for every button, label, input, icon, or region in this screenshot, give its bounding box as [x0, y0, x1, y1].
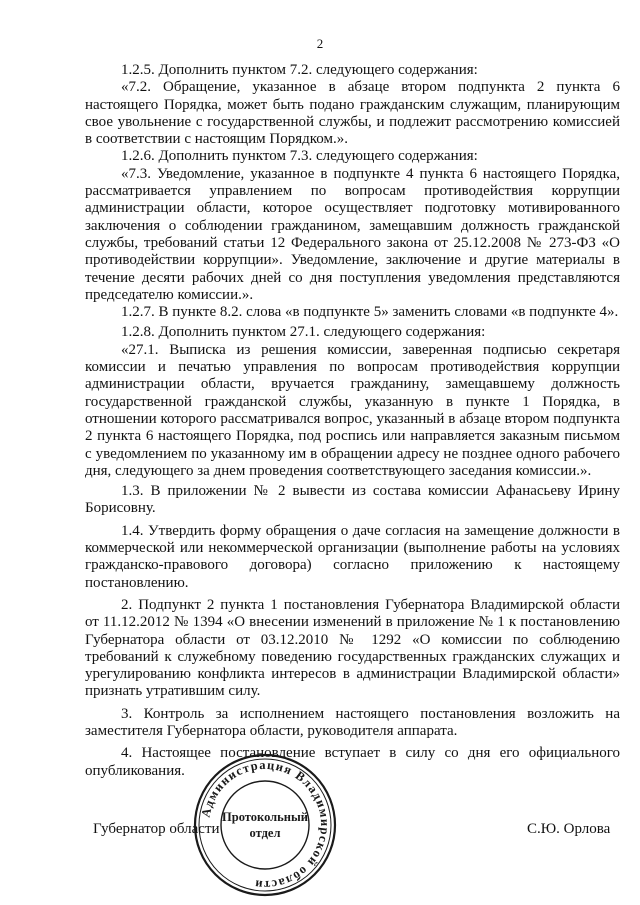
page-number: 2 — [316, 36, 324, 51]
paragraph-2: 2. Подпункт 2 пункта 1 постановления Губернатора Владимирской области от 11.12.2012 № 1394 «О внесении изменений в приложение № 1 к постановлению Губернатора области от 03.12.2010 № 1292 «О комиссии по соблюдению требований к служебному поведению государственных гражданских служащих и урегулированию конфликта интересов в администрации Владимирской области» признать утратившим силу. — [85, 596, 620, 700]
signature-name: С.Ю. Орлова — [527, 821, 611, 837]
stamp-outer-text: Администрация Владимирской области — [198, 757, 333, 893]
stamp-inner-line-2: отдел — [249, 826, 281, 840]
paragraph-4: 4. Настоящее постановление вступает в силу со дня его официального опубликования. — [85, 745, 620, 779]
paragraph-1-2-7: 1.2.7. В пункте 8.2. слова «в подпункте 5» заменить словами «в подпункте 4». — [121, 304, 619, 321]
paragraph-1-2-6: 1.2.6. Дополнить пунктом 7.3. следующего содержания: — [121, 148, 478, 165]
paragraph-7-3-text: «7.3. Уведомление, указанное в подпункте 4 пункта 6 настоящего Порядка, рассматривается управлением по вопросам противодействия коррупции администрации области, которое осуществляет подготовку мотивированного заключения о соблюдении гражданином, замещавшим должность гражданской службы, требований статьи 12 Федерального закона от 25.12.2008 № 273-ФЗ «О противодействии коррупции». Уведомление, заключение и другие материалы в течение десяти рабочих дней со дня поступления уведомления представляются председателю комиссии.». — [85, 165, 620, 303]
paragraph-1-3: 1.3. В приложении № 2 вывести из состава комиссии Афанасьеву Ирину Борисовну. — [85, 483, 620, 517]
paragraph-1-4: 1.4. Утвердить форму обращения о даче согласия на замещение должности в коммерческой или некоммерческой организации (выполнение работы на условиях гражданско-правового договора) согласно приложению к настоящему постановлению. — [85, 522, 620, 591]
stamp-inner-line-1: Протокольный — [222, 810, 308, 824]
stamp-outer-ring — [195, 755, 335, 895]
official-stamp — [190, 750, 340, 900]
document-body — [85, 62, 620, 780]
stamp-center-ring — [221, 781, 309, 869]
paragraph-3: 3. Контроль за исполнением настоящего постановления возложить на заместителя Губернатора области, руководителя аппарата. — [85, 705, 620, 739]
paragraph-27-1-text: «27.1. Выписка из решения комиссии, заверенная подписью секретаря комиссии и печатью управления по вопросам противодействия коррупции администрации области, вручается гражданину, замещавшему должность государственной гражданской службы, указанную в пункте 1 Порядка, в отношении которого рассматривался вопрос, указанный в абзаце втором подпункта 2 пункта 6 настоящего Порядка, под роспись или направляется заказным письмом с уведомлением по указанному им в обращении адресу не позднее одного рабочего дня, следующего за днем проведения соответствующего заседания комиссии.». — [85, 341, 620, 479]
paragraph-7-2-text: «7.2. Обращение, указанное в абзаце втором подпункта 2 пункта 6 настоящего Порядка, может быть подано гражданским служащим, планирующим свое увольнение с государственной службы, и подлежит рассмотрению комиссией в соответствии с настоящим Порядком.». — [85, 79, 620, 148]
paragraph-1-2-8: 1.2.8. Дополнить пунктом 27.1. следующего содержания: — [121, 324, 486, 341]
signature-position: Губернатор области — [93, 821, 220, 837]
paragraph-1-2-5: 1.2.5. Дополнить пунктом 7.2. следующего содержания: — [121, 62, 478, 78]
